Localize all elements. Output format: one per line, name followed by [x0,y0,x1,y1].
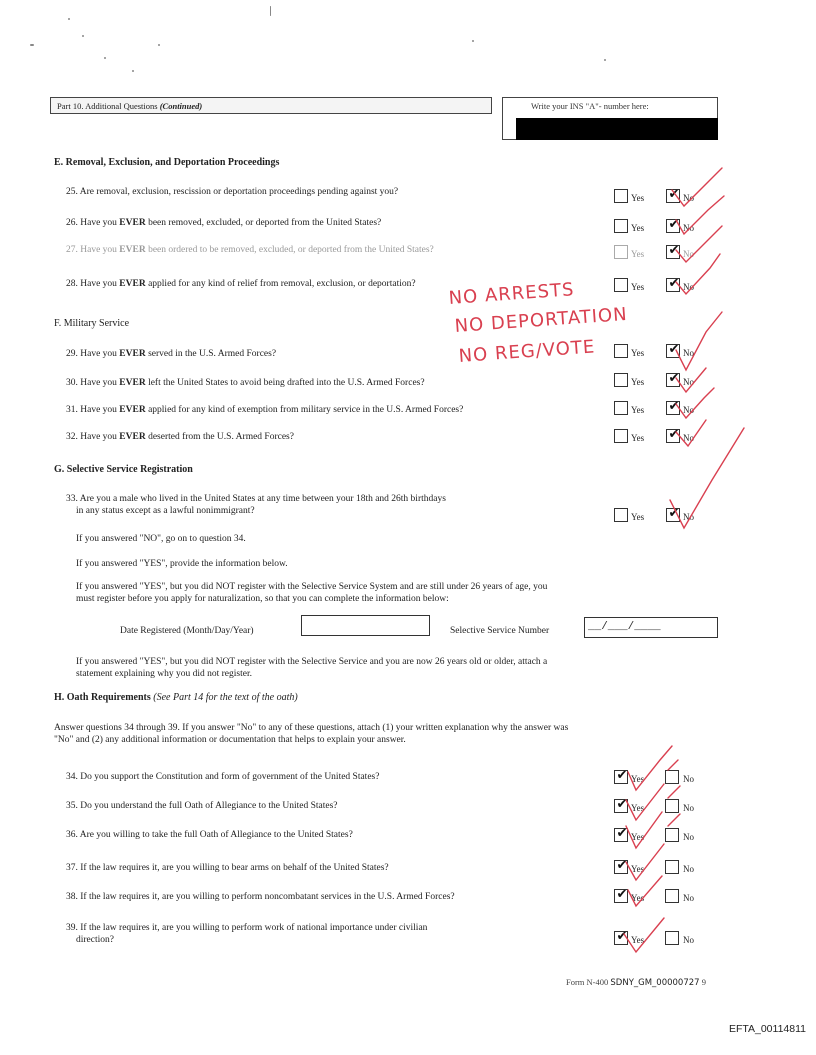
question-30 [66,378,425,388]
no-label: No [683,433,694,443]
no-checkbox[interactable] [666,373,680,387]
yes-label: Yes [631,405,645,415]
checkmark-icon: ✔ [668,427,680,442]
yes-checkbox[interactable] [614,278,628,292]
no-label: No [683,832,694,842]
checkmark-icon: ✔ [668,276,680,291]
note-unregistered-line1: If you answered "YES", but you did NOT register with the Selective Service System and are still under 26 years of age, you [76,582,548,592]
part-title: Part 10. Additional Questions [57,101,158,111]
question-suffix: been removed, excluded, or deported from the United States? [145,218,382,228]
section-h-intro-line1: Answer questions 34 through 39. If you answer "No" to any of these questions, attach (1) your written explanation why the answer was [54,723,569,733]
note-answered-yes: If you answered "YES", provide the information below. [76,559,288,569]
question-prefix: 27. Have you [66,245,120,255]
no-label: No [683,348,694,358]
section-g-title: G. Selective Service Registration [54,464,193,475]
question-39-line1: 39. If the law requires it, are you willing to perform work of national importance under civilian [66,923,428,933]
checkmark-icon: ✔ [668,342,680,357]
yes-checkbox[interactable] [614,219,628,233]
no-checkbox[interactable] [666,245,680,259]
section-h-intro-line2: "No" and (2) any additional information or documentation that helps to explain your answer. [54,735,406,745]
question-suffix: served in the U.S. Armed Forces? [145,349,277,359]
question-prefix: 26. Have you [66,218,120,228]
yes-checkbox[interactable] [614,889,628,903]
part-header [50,97,492,114]
question-31 [66,405,463,415]
scan-speck [132,70,134,72]
no-checkbox[interactable] [665,860,679,874]
question-emphasis: EVER [119,245,146,255]
no-checkbox[interactable] [665,931,679,945]
yes-checkbox[interactable] [614,508,628,522]
section-h-title-note: (See Part 14 for the text of the oath) [153,692,298,703]
question-33-line1: 33. Are you a male who lived in the United States at any time between your 18th and 26th birthdays [66,494,446,504]
yes-label: Yes [631,935,645,945]
handwritten-note-line3: NO REG/VOTE [458,336,596,367]
date-registered-label: Date Registered (Month/Day/Year) [120,626,254,636]
checkmark-icon: ✔ [616,826,628,841]
yes-checkbox[interactable] [614,828,628,842]
checkmark-icon: ✔ [668,371,680,386]
pen-check-36 [626,812,662,848]
checkmark-icon: ✔ [668,399,680,414]
section-e-title: E. Removal, Exclusion, and Deportation Proceedings [54,157,280,168]
question-33-line2: in any status except as a lawful nonimmigrant? [76,506,255,516]
checkmark-icon: ✔ [668,217,680,232]
question-suffix: left the United States to avoid being drafted into the U.S. Armed Forces? [145,378,425,388]
question-emphasis: EVER [119,349,146,359]
part-qualifier: (Continued) [159,101,203,111]
yes-label: Yes [631,774,645,784]
section-f-title: F. Military Service [54,318,130,329]
scan-speck [604,59,606,61]
selective-service-field[interactable]: __/___/____ [584,617,718,638]
question-emphasis: EVER [119,218,146,228]
no-checkbox[interactable] [666,219,680,233]
question-emphasis: EVER [119,432,146,442]
checkmark-icon: ✔ [616,887,628,902]
no-checkbox[interactable] [665,770,679,784]
no-checkbox[interactable] [666,344,680,358]
checkmark-icon: ✔ [668,243,680,258]
form-footer [566,977,706,988]
scan-speck [68,18,70,20]
yes-label: Yes [631,193,645,203]
question-emphasis: EVER [119,378,146,388]
page-number: 9 [701,977,706,987]
yes-label: Yes [631,893,645,903]
no-label: No [683,893,694,903]
yes-label: Yes [631,282,645,292]
bates-number: SDNY_GM_00000727 [610,978,700,988]
checkmark-icon: ✔ [616,797,628,812]
question-29 [66,349,276,359]
question-emphasis: EVER [119,405,146,415]
a-number-label: Write your INS "A"- number here: [531,101,649,111]
no-label: No [683,193,694,203]
question-prefix: 29. Have you [66,349,120,359]
question-39-line2: direction? [76,935,114,945]
no-checkbox[interactable] [666,429,680,443]
question-32 [66,432,294,442]
handwritten-note-line1: NO ARRESTS [448,279,576,309]
scan-speck [82,35,84,37]
question-emphasis: EVER [119,279,146,289]
yes-label: Yes [631,803,645,813]
note-over26-line1: If you answered "YES", but you did NOT register with the Selective Service and you are now 26 years old or older, attach a [76,657,548,667]
question-prefix: 30. Have you [66,378,120,388]
yes-label: Yes [631,348,645,358]
no-checkbox[interactable] [666,401,680,415]
question-prefix: 28. Have you [66,279,120,289]
yes-label: Yes [631,223,645,233]
scan-speck [104,57,106,59]
checkmark-icon: ✔ [616,929,628,944]
pen-check-33 [670,428,744,528]
section-h-title-text: H. Oath Requirements [54,692,151,703]
yes-checkbox[interactable] [614,344,628,358]
no-label: No [683,512,694,522]
yes-checkbox[interactable] [614,799,628,813]
yes-checkbox[interactable] [614,931,628,945]
question-28 [66,279,416,289]
yes-checkbox[interactable] [614,245,628,259]
section-h-title [54,692,298,703]
no-label: No [683,249,694,259]
question-38: 38. If the law requires it, are you willing to perform noncombatant services in the U.S. Armed Forces? [66,892,455,902]
scan-speck [472,40,474,42]
a-number-box [502,97,718,140]
checkmark-icon: ✔ [616,768,628,783]
no-checkbox[interactable] [665,828,679,842]
pen-check-35 [626,784,664,820]
no-label: No [683,864,694,874]
scan-speck [270,6,271,16]
question-36: 36. Are you willing to take the full Oath of Allegiance to the United States? [66,830,353,840]
no-checkbox[interactable] [665,889,679,903]
document-id: EFTA_00114811 [728,1023,806,1035]
no-checkbox[interactable] [666,508,680,522]
yes-checkbox[interactable] [614,429,628,443]
yes-checkbox[interactable] [614,860,628,874]
no-label: No [683,803,694,813]
yes-checkbox[interactable] [614,189,628,203]
form-number: Form N-400 [566,977,609,987]
scan-speck [158,44,160,46]
no-label: No [683,223,694,233]
no-label: No [683,282,694,292]
redaction-bar [516,118,718,140]
yes-checkbox[interactable] [614,770,628,784]
pen-check-37 [626,844,664,880]
question-26 [66,218,381,228]
question-prefix: 31. Have you [66,405,120,415]
checkmark-icon: ✔ [668,187,680,202]
yes-label: Yes [631,864,645,874]
pen-check-29 [676,312,722,370]
checkmark-icon: ✔ [616,858,628,873]
question-suffix: deserted from the U.S. Armed Forces? [145,432,294,442]
question-37: 37. If the law requires it, are you willing to bear arms on behalf of the United States? [66,863,389,873]
question-25: 25. Are removal, exclusion, rescission or deportation proceedings pending against you? [66,187,399,197]
no-checkbox[interactable] [665,799,679,813]
question-34: 34. Do you support the Constitution and form of government of the United States? [66,772,380,782]
no-label: No [683,405,694,415]
yes-label: Yes [631,249,645,259]
question-suffix: applied for any kind of exemption from military service in the U.S. Armed Forces? [145,405,464,415]
note-unregistered-line2: must register before you apply for naturalization, so that you can complete the information below: [76,594,449,604]
no-label: No [683,774,694,784]
no-checkbox[interactable] [666,189,680,203]
question-suffix: been ordered to be removed, excluded, or deported from the United States? [145,245,434,255]
no-label: No [683,935,694,945]
note-over26-line2: statement explaining why you did not register. [76,669,252,679]
yes-checkbox[interactable] [614,401,628,415]
handwritten-note-line2: NO DEPORTATION [454,303,629,337]
no-checkbox[interactable] [666,278,680,292]
question-27 [66,245,434,255]
question-prefix: 32. Have you [66,432,120,442]
date-registered-field[interactable] [301,615,430,636]
yes-checkbox[interactable] [614,373,628,387]
note-answered-no: If you answered "NO", go on to question 34. [76,534,246,544]
yes-label: Yes [631,377,645,387]
scan-speck [30,44,34,46]
yes-label: Yes [631,832,645,842]
no-label: No [683,377,694,387]
yes-label: Yes [631,512,645,522]
pen-check-31 [676,388,714,418]
question-35: 35. Do you understand the full Oath of Allegiance to the United States? [66,801,338,811]
selective-service-label: Selective Service Number [450,626,550,636]
checkmark-icon: ✔ [668,506,680,521]
yes-label: Yes [631,433,645,443]
question-suffix: applied for any kind of relief from removal, exclusion, or deportation? [145,279,416,289]
